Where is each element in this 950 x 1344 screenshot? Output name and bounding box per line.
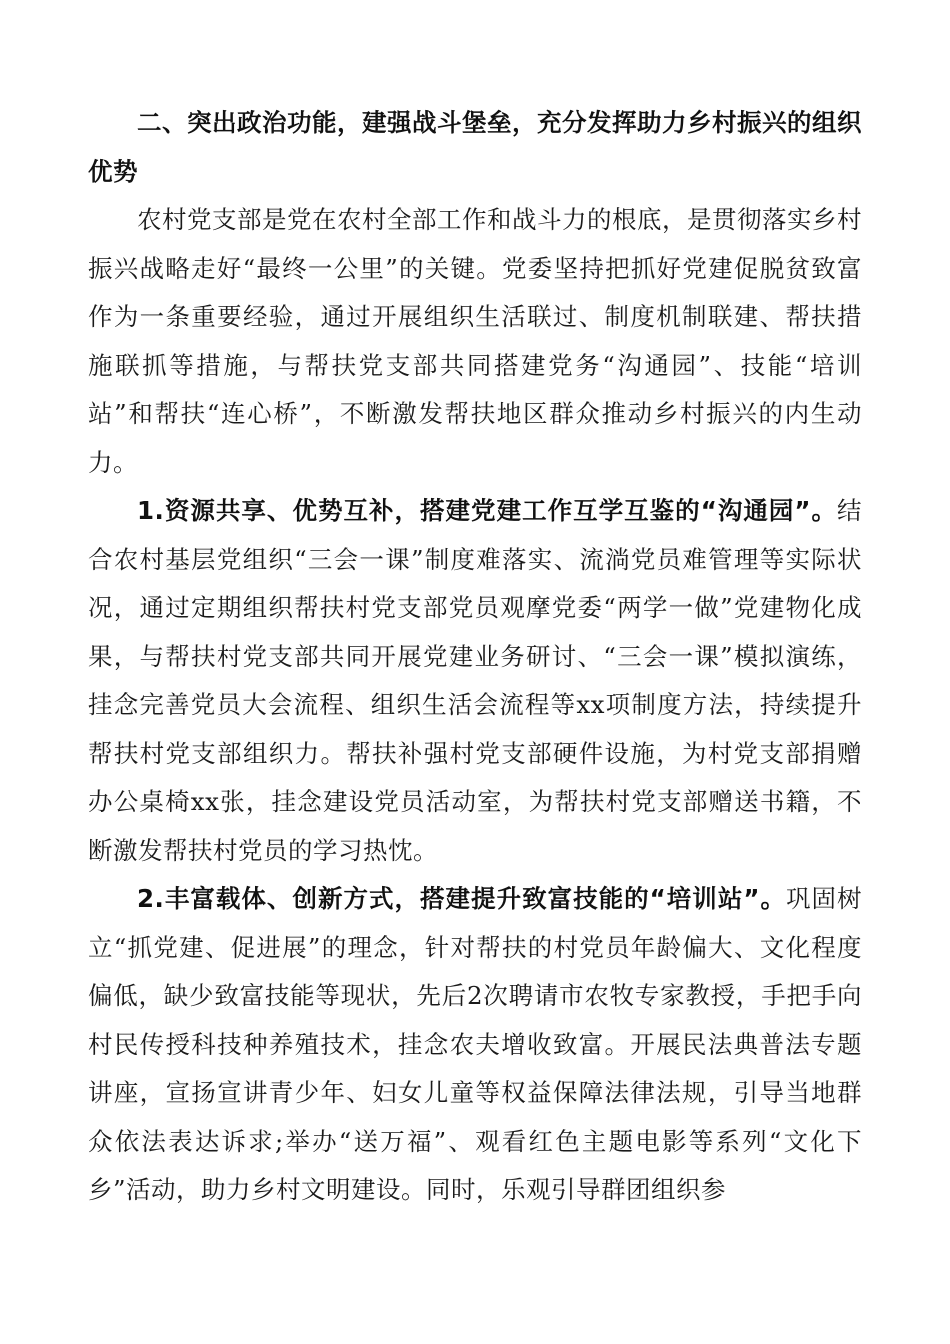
item-1-body: 结合农村基层党组织“三会一课”制度难落实、流淌党员难管理等实际状况，通过定期组织帮扶村党支部党员观摩党委“两学一做”党建物化成果，与帮扶村党支部共同开展党建业务研讨、“三会一课”模拟演练，挂念完善党员大会流程、组织生活会流程等xx项制度方法，持续提升帮扶村党支部组织力。帮扶补强村党支部硬件设施，为村党支部捐赠办公桌椅xx张，挂念建设党员活动室，为帮扶村党支部赠送书籍，不断激发帮扶村党员的学习热忱。 — [88, 496, 862, 865]
item-2-body: 巩固树立“抓党建、促进展”的理念，针对帮扶的村党员年龄偏大、文化程度偏低，缺少致富技能等现状，先后2次聘请市农牧专家教授，手把手向村民传授科技种养殖技术，挂念农夫增收致富。开展民法典普法专题讲座，宣扬宣讲青少年、妇女儿童等权益保障法律法规，引导当地群众依法表达诉求;举办“送万福”、观看红色主题电影等系列“文化下乡”活动，助力乡村文明建设。同时，乐观引导群团组织参 — [88, 884, 862, 1204]
section-heading: 二、突出政治功能，建强战斗堡垒，充分发挥助力乡村振兴的组织优势 — [88, 108, 862, 186]
item-2-paragraph — [88, 875, 862, 1215]
item-1-lead: 1.资源共享、优势互补，搭建党建工作互学互鉴的“沟通园”。 — [137, 496, 837, 525]
item-1-paragraph — [88, 487, 862, 875]
document-body — [88, 99, 862, 1215]
item-2-lead: 2.丰富载体、创新方式，搭建提升致富技能的“培训站”。 — [137, 884, 786, 913]
intro-paragraph: 农村党支部是党在农村全部工作和战斗力的根底，是贯彻落实乡村振兴战略走好“最终一公里”的关键。党委坚持把抓好党建促脱贫致富作为一条重要经验，通过开展组织生活联过、制度机制联建、帮扶措施联抓等措施，与帮扶党支部共同搭建党务“沟通园”、技能“培训站”和帮扶“连心桥”，不断激发帮扶地区群众推动乡村振兴的内生动力。 — [88, 205, 862, 477]
